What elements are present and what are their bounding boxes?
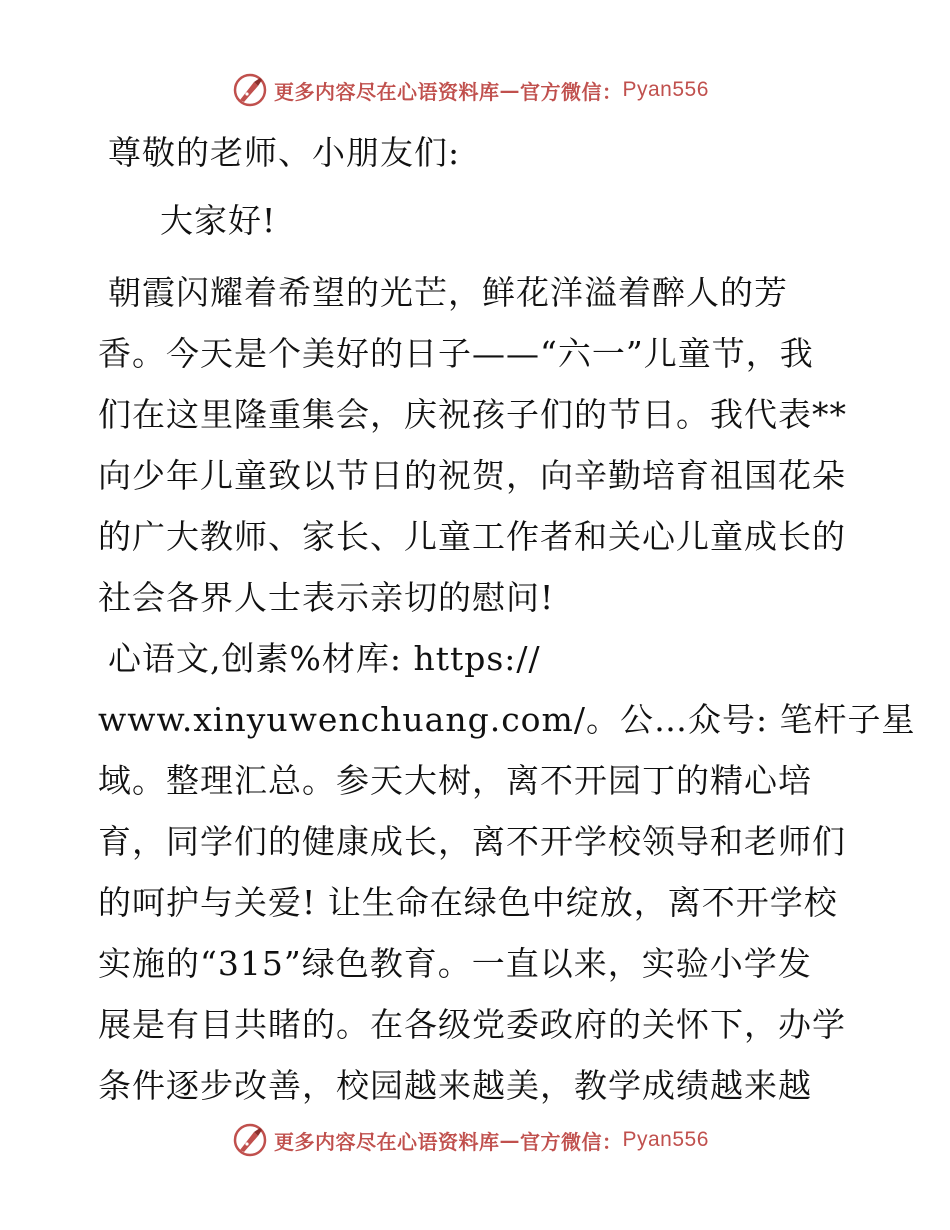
- banner-main-text: 更多内容尽在心语资料库: [274, 1129, 500, 1154]
- paragraph-2: [98, 628, 916, 1116]
- pen-nib-logo-icon: [232, 72, 268, 108]
- banner-official-label: 官方微信：: [520, 1129, 623, 1154]
- banner-wechat-id: Pyan556: [622, 1128, 709, 1151]
- paragraph-line: 朝霞闪耀着希望的光芒，鲜花洋溢着醉人的芳: [108, 273, 788, 312]
- banner-main-text: 更多内容尽在心语资料库: [274, 79, 500, 104]
- paragraph-line: 社会各界人士表示亲切的慰问!: [98, 578, 555, 617]
- banner-dash: —: [499, 1128, 520, 1152]
- banner-wechat-id: Pyan556: [622, 78, 709, 101]
- paragraph-line: 域。整理汇总。参天大树，离不开园丁的精心培: [98, 761, 812, 800]
- paragraph-line: 的呵护与关爱! 让生命在绿色中绽放，离不开学校: [98, 883, 838, 922]
- paragraph-line: 心语文,创素%材库: https://: [108, 639, 541, 678]
- paragraph-line: 们在这里隆重集会，庆祝孩子们的节日。我代表**: [98, 395, 847, 434]
- paragraph-line: 展是有目共睹的。在各级党委政府的关怀下，办学: [98, 1005, 846, 1044]
- banner-official-label: 官方微信：: [520, 79, 623, 104]
- paragraph-line: www.xinyuwenchuang.com/。公…众号: 笔杆子星: [98, 700, 916, 739]
- hello-line: 大家好!: [160, 201, 277, 240]
- paragraph-line: 育，同学们的健康成长，离不开学校领导和老师们: [98, 822, 846, 861]
- pen-nib-logo-icon: [232, 1122, 268, 1158]
- header-banner: [232, 72, 709, 108]
- paragraph-1: [98, 262, 858, 628]
- footer-banner: [232, 1122, 709, 1158]
- paragraph-line: 条件逐步改善，校园越来越美，教学成绩越来越: [98, 1066, 812, 1105]
- paragraph-line: 实施的“315”绿色教育。一直以来，实验小学发: [98, 944, 812, 983]
- greeting-line: 尊敬的老师、小朋友们:: [108, 133, 461, 172]
- banner-dash: —: [499, 78, 520, 102]
- paragraph-line: 香。今天是个美好的日子——“六一”儿童节，我: [98, 334, 814, 373]
- paragraph-line: 向少年儿童致以节日的祝贺，向辛勤培育祖国花朵: [98, 456, 846, 495]
- paragraph-line: 的广大教师、家长、儿童工作者和关心儿童成长的: [98, 517, 846, 556]
